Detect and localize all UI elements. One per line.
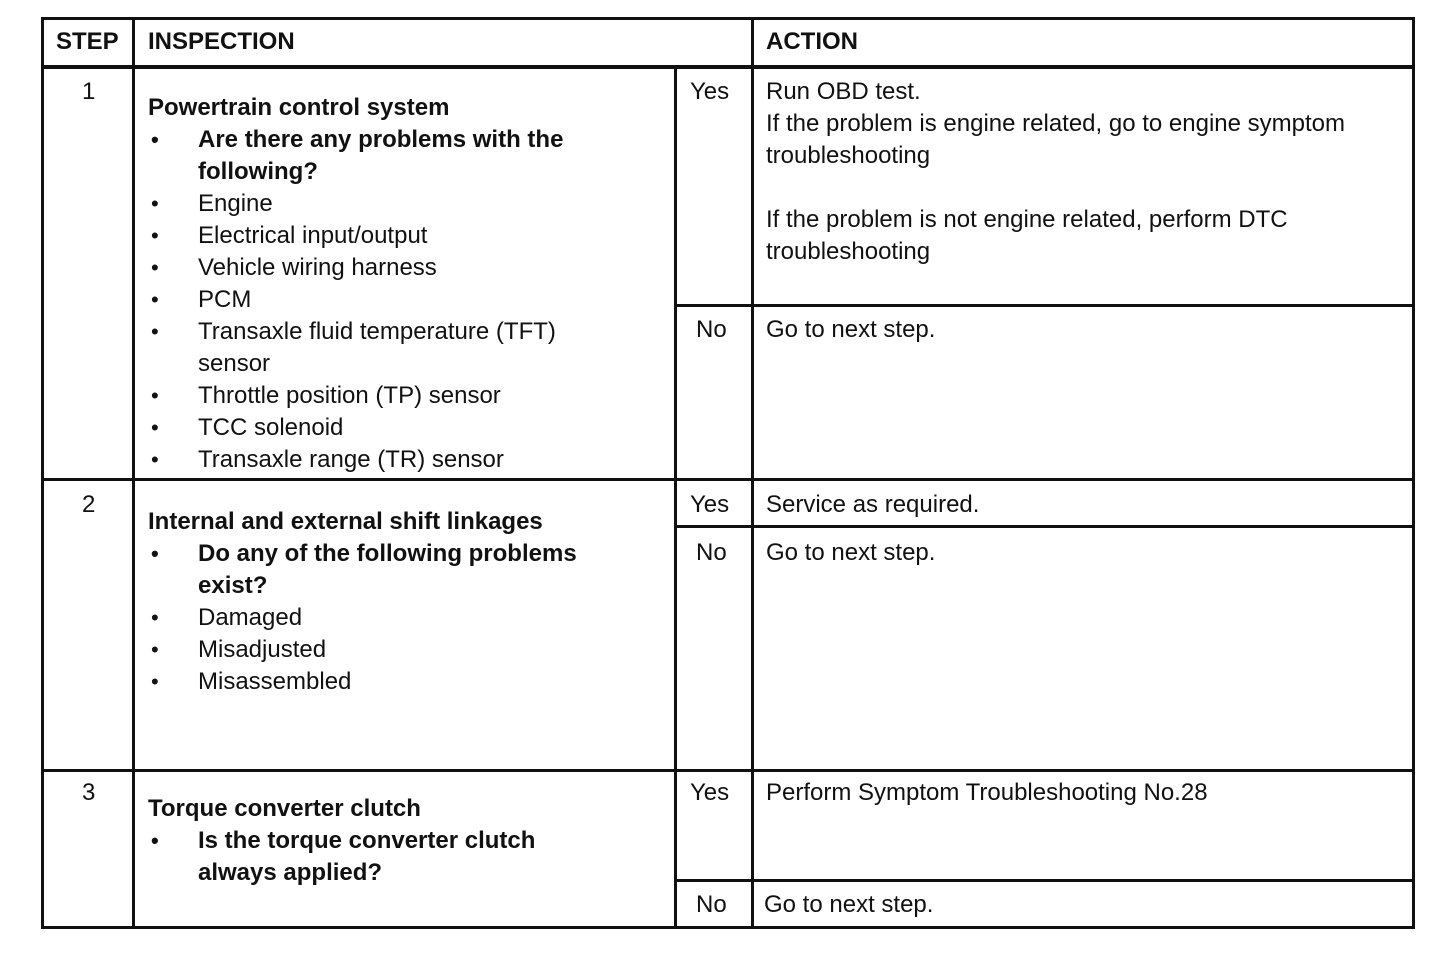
- divider: [41, 478, 1415, 481]
- list-item: • Misadjusted: [148, 634, 648, 666]
- action-line: If the problem is not engine related, perform DTC troubleshooting: [766, 206, 1288, 265]
- divider: [132, 17, 135, 929]
- list-item: • Transaxle range (TR) sensor: [148, 444, 648, 476]
- divider: [674, 67, 677, 929]
- list-item: • TCC solenoid: [148, 412, 648, 444]
- no-label: No: [696, 316, 727, 343]
- inspection-list: [148, 124, 648, 476]
- no-action: Go to next step.: [764, 891, 934, 918]
- step-number: 1: [82, 78, 96, 105]
- yes-label: Yes: [690, 491, 730, 518]
- divider: [674, 304, 1415, 307]
- list-item: • Engine: [148, 188, 648, 220]
- list-item: • Vehicle wiring harness: [148, 252, 648, 284]
- no-label: No: [696, 539, 727, 566]
- header-step: STEP: [56, 28, 119, 55]
- divider: [674, 525, 1415, 528]
- list-item: • Misassembled: [148, 666, 648, 698]
- list-item: • PCM: [148, 284, 648, 316]
- no-action: Go to next step.: [766, 316, 936, 343]
- list-item: • Throttle position (TP) sensor: [148, 380, 648, 412]
- divider: [751, 17, 754, 929]
- inspection-question: • Are there any problems with the following?: [148, 124, 648, 188]
- yes-action: [766, 76, 1406, 268]
- action-line: Run OBD test.: [766, 78, 921, 105]
- yes-label: Yes: [690, 779, 730, 806]
- no-label: No: [696, 891, 727, 918]
- header-inspection: INSPECTION: [148, 28, 295, 55]
- inspection-title: Torque converter clutch: [148, 795, 421, 822]
- divider: [674, 879, 1415, 882]
- list-item: • Transaxle fluid temperature (TFT) sensor: [148, 316, 628, 380]
- inspection-title: Internal and external shift linkages: [148, 508, 543, 535]
- step-number: 2: [82, 491, 96, 518]
- list-item: • Damaged: [148, 602, 648, 634]
- inspection-title: Powertrain control system: [148, 94, 450, 121]
- inspection-list: [148, 538, 648, 698]
- troubleshooting-table: [41, 17, 1415, 929]
- no-action: Go to next step.: [766, 539, 936, 566]
- divider: [41, 65, 1415, 69]
- yes-action: Perform Symptom Troubleshooting No.28: [766, 779, 1208, 806]
- yes-action: Service as required.: [766, 491, 980, 518]
- divider: [41, 769, 1415, 772]
- action-line: If the problem is engine related, go to engine symptom troubleshooting: [766, 110, 1345, 169]
- header-action: ACTION: [766, 28, 858, 55]
- step-number: 3: [82, 779, 96, 806]
- inspection-question: • Do any of the following problems exist?: [148, 538, 648, 602]
- yes-label: Yes: [690, 78, 730, 105]
- inspection-list: [148, 825, 648, 889]
- inspection-question: • Is the torque converter clutch always applied?: [148, 825, 598, 889]
- list-item: • Electrical input/output: [148, 220, 648, 252]
